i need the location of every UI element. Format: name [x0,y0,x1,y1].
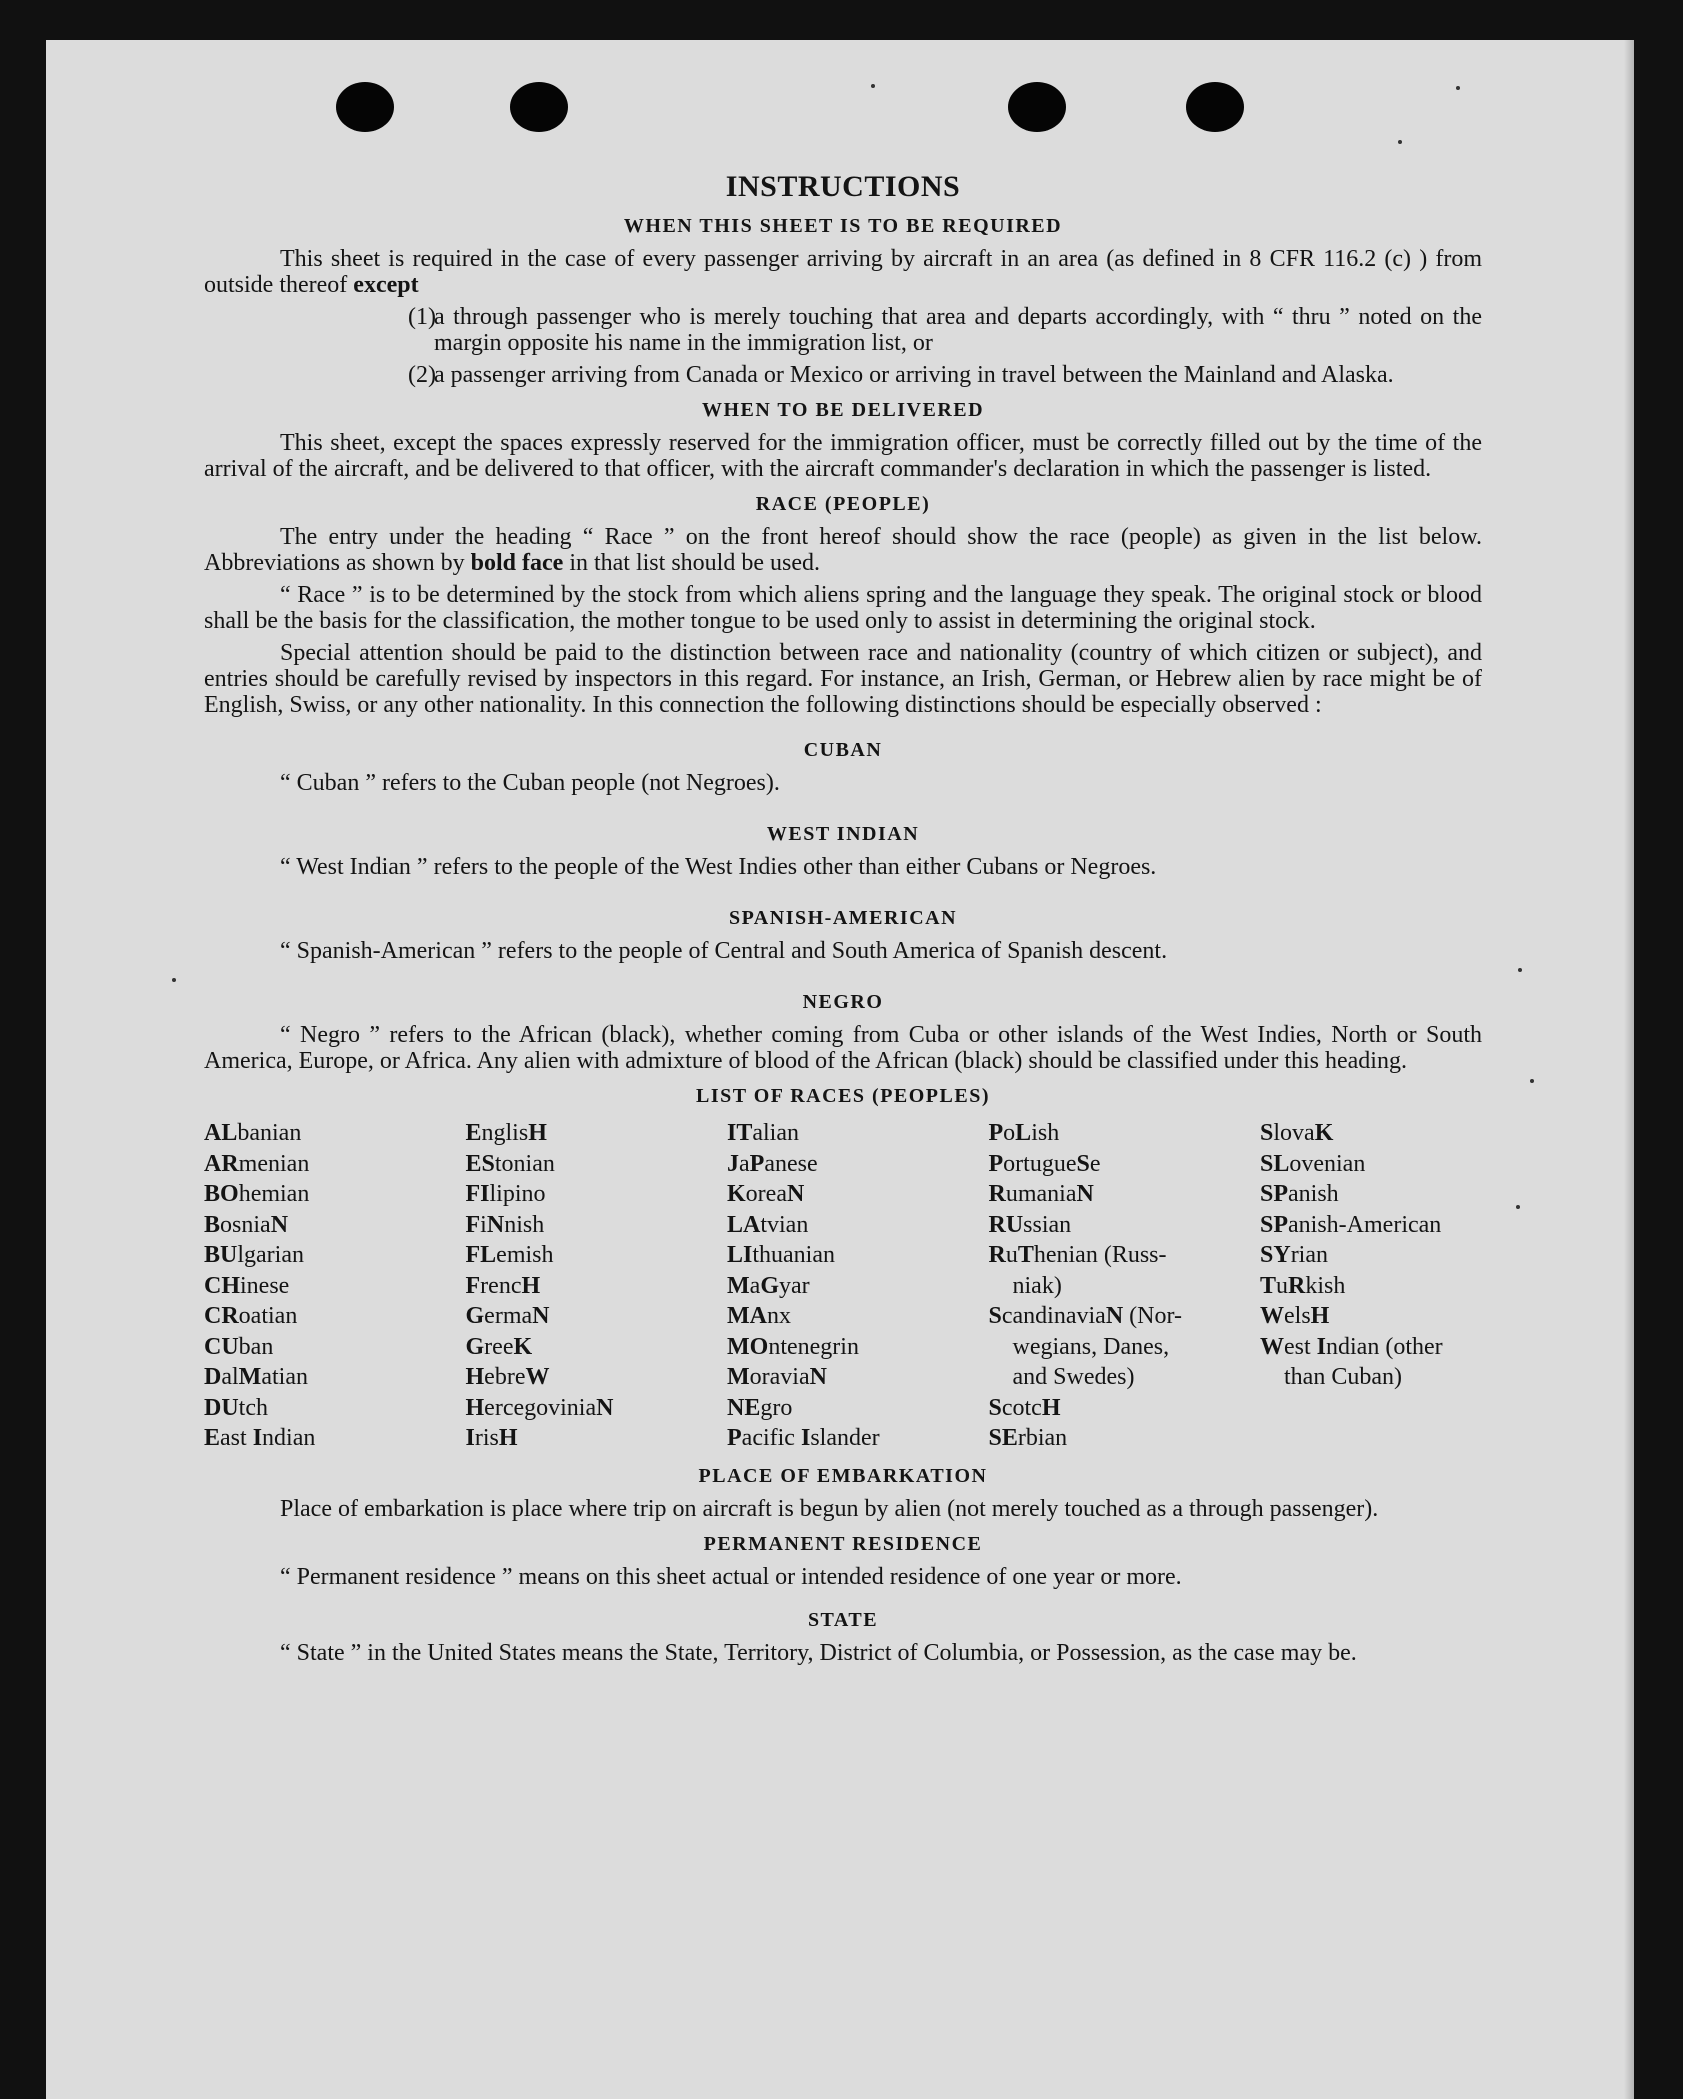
race-name-part: a [749,1272,761,1299]
race-name-part: kish [1305,1272,1346,1299]
race-entry [989,1332,1235,1363]
race-name-part: gro [760,1394,793,1421]
race-abbrev: S [988,1394,1002,1421]
punch-hole [1186,82,1244,132]
race-entry [989,1362,1235,1393]
sheet-edge-shadow [1624,40,1634,2099]
speck [172,978,176,982]
race-entry [727,1179,963,1210]
race-entry [466,1393,702,1424]
race-abbrev: ES [465,1150,495,1177]
race-name-part: anese [764,1150,818,1177]
race-abbrev: P [727,1425,742,1451]
race-entry [727,1332,963,1363]
race-abbrev: M [238,1364,262,1390]
race-abbrev: H [1041,1394,1061,1421]
race-name-part: i [480,1211,487,1238]
race-abbrev: M [727,1364,750,1390]
race-name-part: ast [220,1425,253,1451]
when-delivered-text: This sheet, except the spaces expressly reserved for the immigration officer, must be correctly filled out by the time of the arrival of the aircraft, and be delivered to that officer, with the aircraft commander's declaration in which the passenger is listed. [204,430,1482,482]
race-entry [466,1118,702,1149]
race-abbrev: DU [204,1394,239,1421]
race-abbrev: MO [727,1333,769,1360]
race-name-part: ovenian [1289,1150,1366,1177]
race-abbrev: H [1310,1303,1330,1329]
race-name-part: al [221,1364,239,1390]
race-name-part: els [1284,1303,1311,1329]
race-name-part: ssian [1023,1211,1072,1238]
race-name-part: banian [237,1120,302,1146]
race-abbrev: I [465,1425,475,1451]
race-name-part: ntenegrin [768,1333,859,1360]
race-name-part: lova [1273,1120,1315,1146]
race-name-part: cotc [1001,1394,1042,1421]
race-entry [466,1210,702,1241]
race-name-part: u [1276,1272,1289,1299]
heading-spanish-american: SPANISH-AMERICAN [728,907,958,929]
race-abbrev: N [486,1211,505,1238]
race-abbrev: SY [1260,1242,1291,1268]
race-name-part: ortugue [1003,1150,1077,1177]
race-entry [466,1301,702,1332]
race-abbrev: CH [204,1272,240,1299]
race-entry [466,1149,702,1180]
race-name-part: yar [778,1272,810,1299]
race-entry [466,1362,702,1393]
race-entry [204,1362,440,1393]
when-required-intro: This sheet is required in the case of every passenger arriving by aircraft in an area (as defined in 8 CFR 116.2 (c) ) from outside thereof except [204,246,1482,298]
permanent-residence-text: “ Permanent residence ” means on this sheet actual or intended residence of one year or more. [280,1563,1182,1590]
race-abbrev: P [988,1150,1004,1177]
list-item [204,304,1482,356]
race-entry [989,1149,1235,1180]
race-abbrev: L [1015,1120,1032,1146]
race-name-part: rbian [1017,1425,1068,1451]
race-column [989,1118,1235,1454]
heading-list-of-races: LIST OF RACES (PEOPLES) [695,1085,990,1107]
race-abbrev: N [270,1211,289,1238]
race-entry [727,1362,963,1393]
race-name-part: candinavia [1001,1303,1106,1329]
race-abbrev: SE [988,1425,1018,1451]
spanish-american-text: “ Spanish-American ” refers to the people of Central and South America of Spanish descent. [280,938,1168,964]
race-abbrev: N [596,1394,614,1421]
race-abbrev: N [1105,1303,1124,1329]
west-indian-text: “ West Indian ” refers to the people of the West Indies other than either Cubans or Negroes. [280,854,1157,880]
race-abbrev: AL [204,1120,238,1146]
race-name-part: u [1005,1242,1018,1268]
race-entry [204,1393,440,1424]
race-name-part: than Cuban) [1284,1364,1402,1390]
race-abbrev: B [204,1211,221,1238]
race-abbrev: G [465,1303,485,1329]
race-abbrev: LA [727,1211,761,1238]
race-name-part: ish [1031,1120,1060,1146]
race-abbrev: R [988,1181,1006,1207]
race-abbrev: SL [1260,1150,1290,1177]
heading-negro: NEGRO [802,991,884,1013]
heading-west-indian: WEST INDIAN [766,823,920,845]
race-abbrev: D [204,1364,222,1390]
race-name-part: wegians, Danes, [1012,1333,1170,1360]
race-abbrev: I [1316,1333,1327,1360]
race-name-part: ndian (other [1326,1333,1443,1360]
race-column [727,1118,963,1454]
race-entry [727,1301,963,1332]
race-abbrev: E [204,1425,221,1451]
race-name-part: nish [504,1211,545,1238]
race-abbrev: S [1076,1150,1090,1177]
race-name-part: oatian [238,1303,298,1329]
list-item [204,362,1482,388]
speck [1518,968,1522,972]
race-name-part: ris [474,1425,499,1451]
race-name-part: lgarian [237,1242,304,1268]
race-name-part: thuanian [752,1242,835,1268]
race-abbrev: F [465,1272,481,1299]
race-entry [1260,1179,1482,1210]
race-abbrev: P [749,1150,765,1177]
race-name-part: nglis [481,1120,529,1146]
race-name-part: slander [810,1425,880,1451]
race-abbrev: M [727,1272,750,1299]
race-name-part: ban [238,1333,274,1360]
race-abbrev: LI [727,1242,753,1268]
race-name-part: tvian [760,1211,809,1238]
race-name-part: ndian [262,1425,316,1451]
race-abbrev: H [521,1272,541,1299]
race-name-part: est [1284,1333,1317,1360]
heading-cuban: CUBAN [803,739,883,761]
embarkation-text: Place of embarkation is place where trip on aircraft is begun by alien (not merely touched as a through passenger). [280,1495,1379,1522]
race-entry [466,1179,702,1210]
race-abbrev: K [513,1333,533,1360]
race-name-part: acific [741,1425,801,1451]
race-column [1260,1118,1482,1454]
race-name-part: renc [480,1272,522,1299]
race-abbrev: BU [204,1242,238,1268]
speck [1516,1205,1520,1209]
race-abbrev: R [988,1242,1006,1268]
race-abbrev: W [525,1364,550,1390]
race-abbrev: SP [1260,1211,1289,1238]
race-abbrev: K [727,1181,746,1207]
race-entry [466,1271,702,1302]
race-name-part: inese [240,1272,290,1299]
race-abbrev: P [988,1120,1004,1146]
race-entry [727,1240,963,1271]
race-entry [989,1179,1235,1210]
speck [871,84,875,88]
race-abbrev: N [1076,1181,1094,1207]
races-list [204,1118,1482,1454]
item-text: a through passenger who is merely touching that area and departs accordingly, with “ thru ” noted on the margin opposite his name in the immigration list, or [434,304,1482,356]
heading-permanent-residence: PERMANENT RESIDENCE [703,1532,983,1555]
heading-state: STATE [807,1608,879,1631]
race-entry [727,1271,963,1302]
race-abbrev: N [532,1303,550,1329]
race-entry [204,1118,440,1149]
race-entry [727,1423,963,1454]
race-entry [1260,1240,1482,1271]
race-name-part: hemian [238,1181,310,1207]
race-abbrev: S [1260,1120,1274,1146]
punch-hole [510,82,568,132]
race-entry [204,1210,440,1241]
race-name-part: ebre [484,1364,526,1390]
race-abbrev: W [1260,1303,1284,1329]
race-name-part: anish [1288,1181,1339,1207]
race-name-part: erma [484,1303,533,1329]
race-entry [1260,1118,1482,1149]
race-abbrev: AR [204,1150,239,1177]
heading-race: RACE (PEOPLE) [755,493,931,515]
race-name-part: menian [238,1150,310,1177]
race-abbrev: H [465,1394,485,1421]
race-name-part: (Nor- [1123,1303,1182,1329]
race-entry [204,1271,440,1302]
race-entry [727,1210,963,1241]
race-abbrev: J [727,1150,739,1177]
race-entry [1260,1301,1482,1332]
race-abbrev: FI [465,1181,490,1207]
race-name-part: and Swedes) [1012,1364,1135,1390]
race-entry [989,1301,1235,1332]
race-entry [989,1118,1235,1149]
race-abbrev: G [465,1333,485,1360]
race-abbrev: I [800,1425,811,1451]
speck [1398,140,1402,144]
race-abbrev: T [1260,1272,1277,1299]
race-name-part: niak) [1012,1272,1062,1299]
instructions-content [204,170,1482,1672]
race-abbrev: N [786,1181,805,1207]
race-abbrev: H [498,1425,518,1451]
speck [1530,1079,1534,1083]
race-entry [727,1393,963,1424]
race-abbrev: H [528,1120,547,1146]
race-column [204,1118,440,1454]
speck [1456,86,1460,90]
race-paragraph-1: The entry under the heading “ Race ” on the front hereof should show the race (people) as given in the list below. Abbreviations as shown by bold face in that list should be used. [204,524,1482,576]
race-name-part: ree [484,1333,514,1360]
item-text: a passenger arriving from Canada or Mexico or arriving in travel between the Mainland and Alaska. [434,362,1394,388]
heading-when-delivered: WHEN TO BE DELIVERED [701,399,985,421]
negro-text: “ Negro ” refers to the African (black), whether coming from Cuba or other islands of the West Indies, North or South America, Europe, or Africa. Any alien with admixture of blood of the African (black) should be classified under this heading. [204,1022,1482,1074]
state-text: “ State ” in the United States means the State, Territory, District of Columbia, or Possession, as the case may be. [280,1639,1357,1666]
item-number: (1) [408,304,436,330]
race-name-part: atian [261,1364,308,1390]
race-entry [466,1423,702,1454]
race-name-part: tch [238,1394,268,1421]
race-entry [1260,1362,1482,1393]
race-column [466,1118,702,1454]
heading-embarkation: PLACE OF EMBARKATION [698,1464,988,1487]
document-sheet [46,40,1634,2099]
race-entry [466,1240,702,1271]
race-entry [989,1210,1235,1241]
race-entry [204,1332,440,1363]
race-entry [727,1118,963,1149]
race-paragraph-3: Special attention should be paid to the distinction between race and nationality (country of which citizen or subject), and entries should be carefully revised by inspectors in this regard. For instance, an Irish, German, or Hebrew alien by race might be of English, Swiss, or any other nationality. In this connection the following distinctions should be especially observed : [204,640,1482,718]
race-abbrev: K [1314,1120,1334,1146]
race-name-part: henian (Russ- [1033,1242,1167,1268]
race-name-part: a [739,1150,750,1177]
race-entry [989,1271,1235,1302]
race-name-part: lipino [489,1181,546,1207]
race-name-part: alian [752,1120,799,1146]
race-abbrev: F [465,1211,481,1238]
race-entry [204,1149,440,1180]
race-entry [1260,1210,1482,1241]
race-abbrev: BO [204,1181,239,1207]
heading-when-required: WHEN THIS SHEET IS TO BE REQUIRED [623,215,1063,237]
race-name-part: umania [1005,1181,1077,1207]
race-abbrev: E [465,1120,482,1146]
race-abbrev: NE [727,1394,761,1421]
race-abbrev: I [252,1425,263,1451]
race-abbrev: G [760,1272,779,1299]
race-name-part: anish-American [1288,1211,1442,1238]
race-paragraph-2: “ Race ” is to be determined by the stock from which aliens spring and the language they speak. The original stock or blood shall be the basis for the classification, the mother tongue to be used only to assist in determining the original stock. [204,582,1482,634]
race-entry [1260,1271,1482,1302]
page-title: INSTRUCTIONS [725,170,961,203]
race-entry [204,1423,440,1454]
race-name-part: ercegovinia [484,1394,597,1421]
race-abbrev: CR [204,1303,239,1329]
race-abbrev: FL [465,1242,497,1268]
race-name-part: rian [1290,1242,1328,1268]
race-name-part: emish [496,1242,554,1268]
race-name-part: osnia [220,1211,271,1238]
race-name-part: oravia [749,1364,810,1390]
race-abbrev: IT [727,1120,753,1146]
race-entry [989,1240,1235,1271]
race-abbrev: H [465,1364,485,1390]
race-entry [466,1332,702,1363]
punch-hole [336,82,394,132]
race-name-part: e [1089,1150,1101,1177]
race-entry [1260,1149,1482,1180]
race-entry [989,1423,1235,1454]
race-abbrev: R [1288,1272,1306,1299]
race-name-part: nx [766,1303,791,1329]
race-abbrev: S [988,1303,1002,1329]
race-entry [204,1301,440,1332]
race-entry [727,1149,963,1180]
race-abbrev: N [809,1364,827,1390]
cuban-text: “ Cuban ” refers to the Cuban people (not Negroes). [280,770,780,796]
race-abbrev: MA [727,1303,767,1329]
race-abbrev: SP [1260,1181,1289,1207]
punch-hole [1008,82,1066,132]
race-entry [989,1393,1235,1424]
race-name-part: o [1003,1120,1016,1146]
race-abbrev: T [1017,1242,1034,1268]
item-number: (2) [408,362,436,388]
race-name-part: orea [745,1181,787,1207]
race-abbrev: W [1260,1333,1284,1360]
race-abbrev: CU [204,1333,239,1360]
race-entry [204,1179,440,1210]
race-name-part: tonian [494,1150,555,1177]
race-entry [1260,1332,1482,1363]
race-abbrev: RU [988,1211,1024,1238]
race-entry [204,1240,440,1271]
